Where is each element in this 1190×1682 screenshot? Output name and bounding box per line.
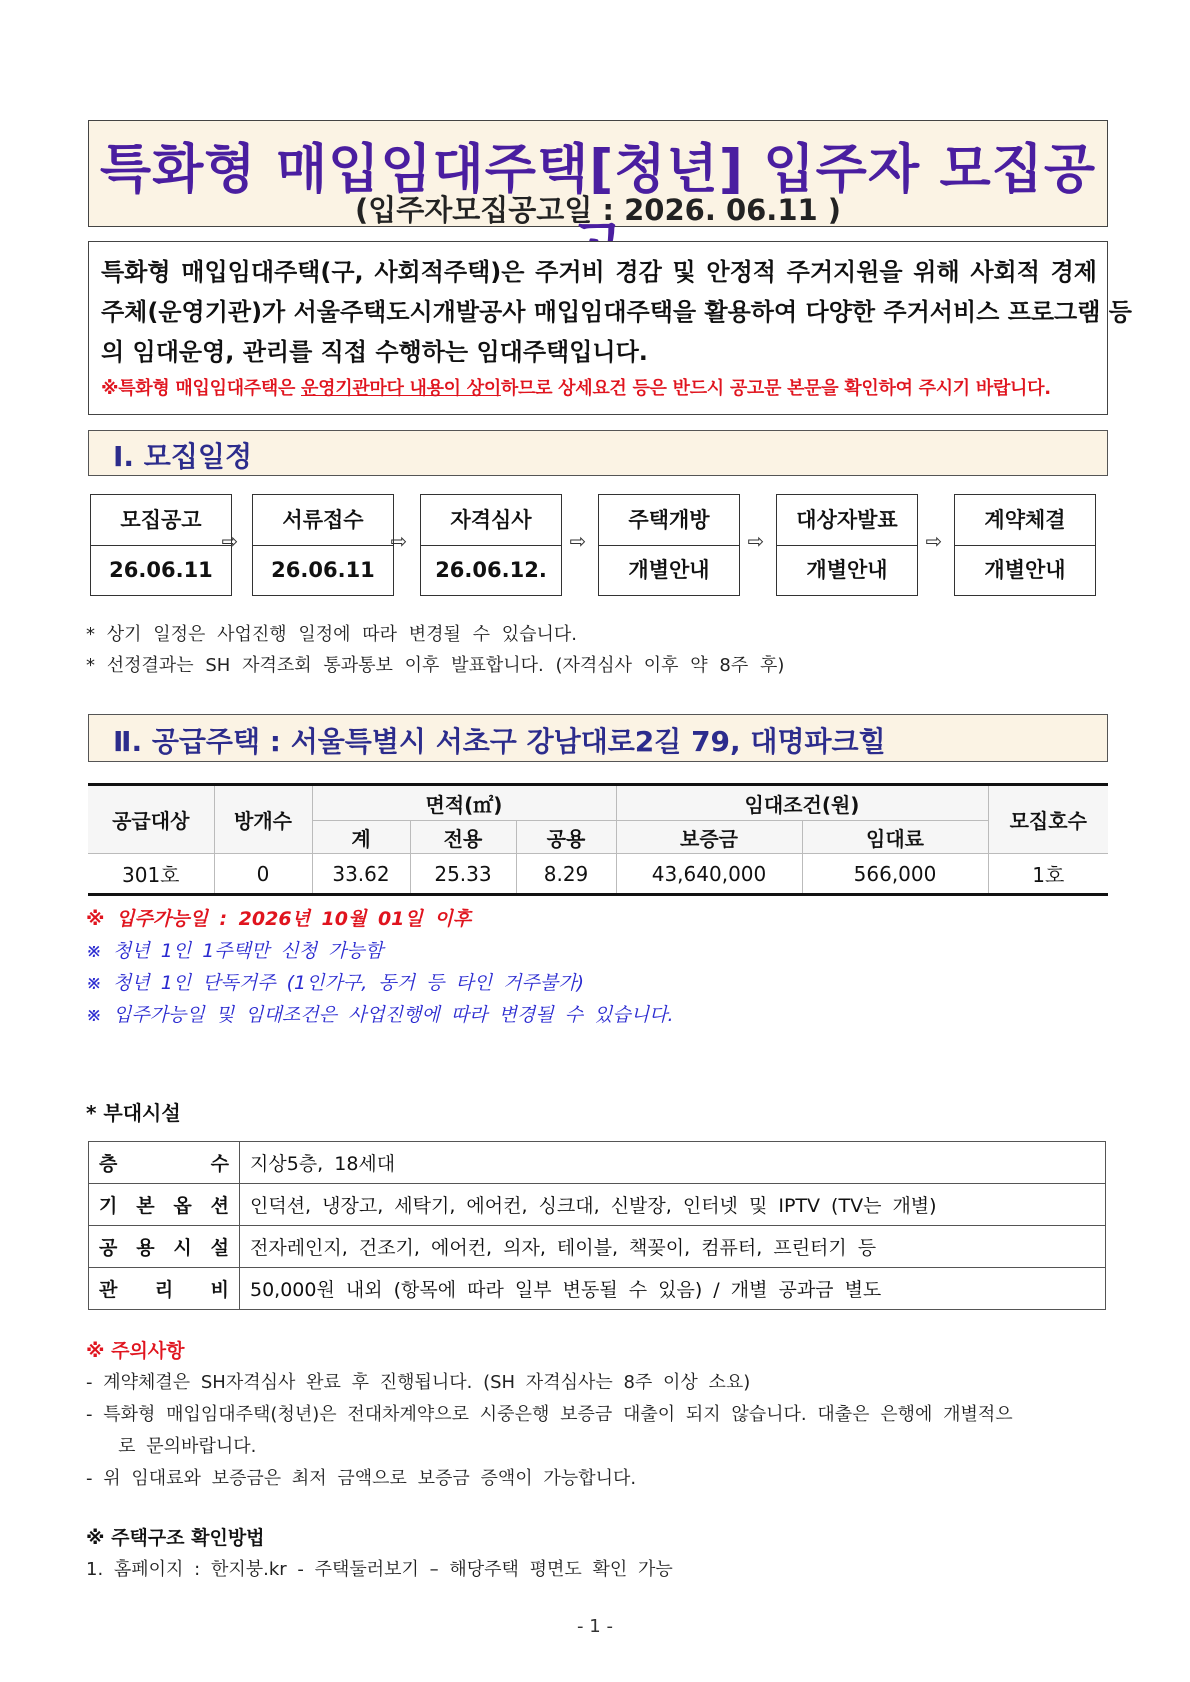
facility-key-char: 옵 xyxy=(173,1195,192,1217)
supply-note: ※ 청년 1인 단독거주 (1인가구, 동거 등 타인 거주불가) xyxy=(86,972,585,994)
facility-key-char: 공 xyxy=(99,1237,118,1259)
schedule-step-label: 모집공고 xyxy=(91,495,231,546)
facility-key-char: 시 xyxy=(173,1237,192,1259)
caution-item: - 계약체결은 SH자격심사 완료 후 진행됩니다. (SH 자격심사는 8주 이상 소요) xyxy=(86,1372,751,1393)
caution-item-continued: 로 문의바랍니다. xyxy=(86,1436,257,1457)
page-title: 특화형 매입임대주택[청년] 입주자 모집공 xyxy=(99,139,1097,200)
intro-notice-pre: ※특화형 매입임대주택은 xyxy=(101,378,302,399)
schedule-step-label: 자격심사 xyxy=(421,495,561,546)
header-area-exclusive: 전용 xyxy=(410,821,516,854)
schedule-note: * 상기 일정은 사업진행 일정에 따라 변경될 수 있습니다. xyxy=(86,624,578,645)
caution-item: - 위 임대료와 보증금은 최저 금액으로 보증금 증액이 가능합니다. xyxy=(86,1468,637,1489)
section-supply-header xyxy=(88,714,1108,762)
facility-key xyxy=(89,1184,240,1226)
cell-target: 301호 xyxy=(88,854,214,895)
announcement-date: (입주자모집공고일 : 2026. 06.11 ) xyxy=(354,193,842,227)
header-area-common: 공용 xyxy=(516,821,616,854)
caution-item: - 특화형 매입임대주택(청년)은 전대차계약으로 시중은행 보증금 대출이 되지 않습니다. 대출은 은행에 개별적으 xyxy=(86,1404,1013,1425)
facilities-title: * 부대시설 xyxy=(86,1101,181,1125)
schedule-step-value: 개별안내 xyxy=(984,558,1066,582)
header-units: 모집호수 xyxy=(988,785,1108,854)
facility-value: 인덕션, 냉장고, 세탁기, 에어컨, 싱크대, 신발장, 인터넷 및 IPTV (TV는 개별) xyxy=(240,1184,1106,1226)
facility-key-char: 션 xyxy=(210,1195,229,1217)
cell-rooms: 0 xyxy=(214,854,312,895)
table-row xyxy=(88,854,1108,895)
header-deposit: 보증금 xyxy=(616,821,802,854)
movein-date-note: ※ 입주가능일 : 2026년 10월 01일 이후 xyxy=(86,908,472,930)
facility-key-char: 리 xyxy=(154,1279,174,1301)
header-rent-conditions: 임대조건(원) xyxy=(616,785,988,821)
intro-notice-post: 하므로 상세요건 등은 반드시 공고문 본문을 확인하여 주시기 바랍니다. xyxy=(500,378,1051,399)
schedule-step-label: 계약체결 xyxy=(955,495,1095,546)
schedule-step-value: 26.06.11 xyxy=(109,558,213,582)
schedule-step xyxy=(90,494,232,596)
header-area: 면적(㎡) xyxy=(312,785,616,821)
arrow-right-icon: ⇨ xyxy=(569,529,587,553)
arrow-right-icon: ⇨ xyxy=(747,529,765,553)
section-schedule-header xyxy=(88,430,1108,476)
structure-title: ※ 주택구조 확인방법 xyxy=(86,1527,265,1549)
facility-key-char: 기 xyxy=(99,1195,118,1217)
cell-units: 1호 xyxy=(988,854,1108,895)
cell-rent: 566,000 xyxy=(802,854,988,895)
schedule-step xyxy=(420,494,562,596)
facility-key-char: 층 xyxy=(99,1153,118,1175)
intro-notice-underlined: 운영기관마다 내용이 상이 xyxy=(301,378,501,399)
facility-key xyxy=(89,1226,240,1268)
arrow-right-icon: ⇨ xyxy=(390,529,408,553)
schedule-step-value: 26.06.12. xyxy=(435,558,547,582)
schedule-step xyxy=(954,494,1096,596)
caution-title: ※ 주의사항 xyxy=(86,1340,185,1362)
facility-key-char: 비 xyxy=(210,1279,229,1301)
facility-value: 50,000원 내외 (항목에 따라 일부 변동될 수 있음) / 개별 공과금 별도 xyxy=(240,1268,1106,1310)
facility-key-char: 관 xyxy=(99,1279,118,1301)
schedule-step-value: 개별안내 xyxy=(806,558,888,582)
supply-table xyxy=(88,783,1108,896)
intro-line-1: 특화형 매입임대주택(구, 사회적주택)은 주거비 경감 및 안정적 주거지원을 위해 사회적 경제 xyxy=(101,258,1097,286)
table-row xyxy=(89,1142,1106,1184)
schedule-step-value: 26.06.11 xyxy=(271,558,375,582)
intro-box xyxy=(88,241,1132,415)
cell-area-common: 8.29 xyxy=(516,854,616,895)
facility-key-char: 설 xyxy=(210,1237,229,1259)
schedule-step xyxy=(252,494,394,596)
section-schedule-title: Ⅰ. 모집일정 xyxy=(113,440,252,473)
cell-deposit: 43,640,000 xyxy=(616,854,802,895)
schedule-step xyxy=(598,494,740,596)
page-number: - 1 - xyxy=(577,1616,613,1637)
supply-note: ※ 입주가능일 및 임대조건은 사업진행에 따라 변경될 수 있습니다. xyxy=(86,1004,674,1026)
facility-key xyxy=(89,1268,240,1310)
facility-key-char: 수 xyxy=(210,1153,229,1175)
arrow-right-icon: ⇨ xyxy=(925,529,943,553)
schedule-step-label: 대상자발표 xyxy=(777,495,917,546)
table-row xyxy=(89,1268,1106,1310)
header-rooms: 방개수 xyxy=(214,785,312,854)
cell-area-exclusive: 25.33 xyxy=(410,854,516,895)
header-rent: 임대료 xyxy=(802,821,988,854)
table-row xyxy=(89,1226,1106,1268)
cell-area-total: 33.62 xyxy=(312,854,410,895)
facility-key-char: 본 xyxy=(136,1195,155,1217)
schedule-note: * 선정결과는 SH 자격조회 통과통보 이후 발표합니다. (자격심사 이후 약 8주 후) xyxy=(86,655,785,676)
header-area-total: 계 xyxy=(312,821,410,854)
supply-note: ※ 청년 1인 1주택만 신청 가능함 xyxy=(86,940,384,962)
schedule-step-label: 주택개방 xyxy=(599,495,739,546)
facility-key xyxy=(89,1142,240,1184)
section-supply-title: Ⅱ. 공급주택 : 서울특별시 서초구 강남대로2길 79, 대명파크힐 xyxy=(113,725,886,758)
intro-notice xyxy=(101,374,1097,400)
schedule-step xyxy=(776,494,918,596)
structure-item: 1. 홈페이지 : 한지붕.kr - 주택둘러보기 – 해당주택 평면도 확인 가능 xyxy=(86,1559,673,1580)
arrow-right-icon: ⇨ xyxy=(221,529,239,553)
facility-value: 지상5층, 18세대 xyxy=(240,1142,1106,1184)
header-target: 공급대상 xyxy=(88,785,214,854)
intro-line-3: 의 임대운영, 관리를 직접 수행하는 임대주택입니다. xyxy=(101,338,648,366)
schedule-step-label: 서류접수 xyxy=(253,495,393,546)
facilities-table xyxy=(88,1141,1106,1310)
facility-key-char: 용 xyxy=(136,1237,155,1259)
schedule-step-value: 개별안내 xyxy=(628,558,710,582)
table-row xyxy=(89,1184,1106,1226)
title-box xyxy=(88,120,1108,227)
intro-line-2: 주체(운영기관)가 서울주택도시개발공사 매입임대주택을 활용하여 다양한 주거서비스 프로그램 등 xyxy=(101,298,1132,326)
facility-value: 전자레인지, 건조기, 에어컨, 의자, 테이블, 책꽂이, 컴퓨터, 프린터기 등 xyxy=(240,1226,1106,1268)
